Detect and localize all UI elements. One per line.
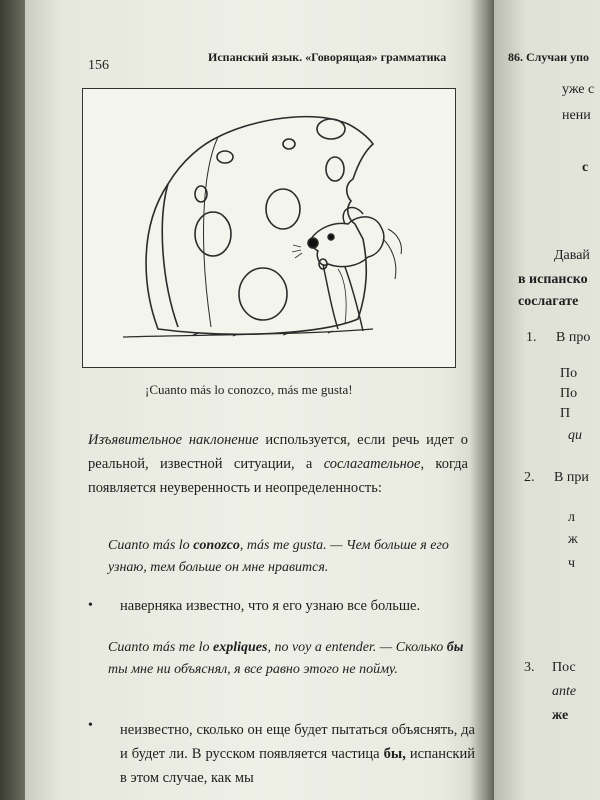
right-line: По [560, 386, 578, 401]
page-number: 156 [88, 58, 109, 73]
illustration-caption: ¡Cuanto más lo conozco, más me gusta! [145, 382, 353, 397]
mouse-icon [292, 207, 401, 331]
bullet-marker: • [88, 718, 93, 733]
bullet-text: неизвестно, сколько он еще будет пытаться объяснять, да и будет ли. В русском появляется частица [120, 722, 475, 762]
right-line: ж [568, 532, 578, 547]
right-line: 2. [524, 470, 535, 485]
book-gutter [470, 0, 496, 800]
right-line: qu [568, 428, 582, 443]
body-paragraph [88, 428, 468, 500]
right-line: Давай [554, 248, 590, 263]
right-line: в испанско [518, 272, 588, 287]
right-line: По [560, 366, 578, 381]
example-2 [108, 637, 468, 681]
right-line: л [568, 510, 575, 525]
right-page [494, 0, 600, 800]
bullet-marker: • [88, 598, 93, 613]
example-verb: expliques [213, 640, 268, 655]
particle-by: бы, [383, 746, 406, 762]
term-subjunctive: сослагательное [323, 456, 421, 472]
example-text: Cuanto más me lo [108, 640, 213, 655]
right-line: Пос [552, 660, 576, 675]
right-line: П [560, 406, 571, 421]
illustration-frame [82, 88, 456, 368]
right-line: 1. [526, 330, 537, 345]
cheese-icon [123, 117, 373, 337]
example-translation: , más me gusta. — Чем больше я его узнаю, тем больше он мне нравится. [108, 538, 449, 575]
right-line: ч [568, 556, 576, 571]
right-line: нени [562, 108, 591, 123]
right-line: сослагате [518, 294, 579, 309]
page-header [88, 50, 463, 74]
example-text: Cuanto más lo [108, 538, 194, 553]
example-verb: conozco [193, 538, 240, 553]
right-line: ante [552, 684, 577, 699]
term-indicative: Изъявительное наклонение [88, 432, 259, 448]
cheese-mouse-illustration [83, 89, 455, 367]
bullet-text-end: испанский в этом случае, как мы [120, 746, 475, 786]
particle-by: бы [446, 640, 464, 655]
right-line: уже с [562, 82, 595, 97]
right-line: В про [556, 330, 591, 345]
right-line: с [582, 160, 589, 175]
para-text-end: , когда появляется неуверенность и неопределенность: [88, 456, 468, 496]
example-translation-end: ты мне ни объяснял, я все равно этого не пойму. [108, 662, 398, 677]
bullet-item-1: наверняка известно, что я его узнаю все больше. [120, 598, 421, 614]
example-translation: , no voy a entender. — Сколько [267, 640, 447, 655]
running-title: Испанский язык. «Говорящая» грамматика [208, 50, 447, 64]
right-line: В при [554, 470, 589, 485]
right-running-title: 86. Случаи упо [508, 50, 589, 64]
right-line: 3. [524, 660, 535, 675]
bullet-item-2 [120, 718, 475, 790]
para-text: используется, если речь идет о реальной, известной ситуации, а [88, 432, 468, 472]
example-1 [108, 535, 468, 579]
right-line: же [552, 708, 569, 723]
